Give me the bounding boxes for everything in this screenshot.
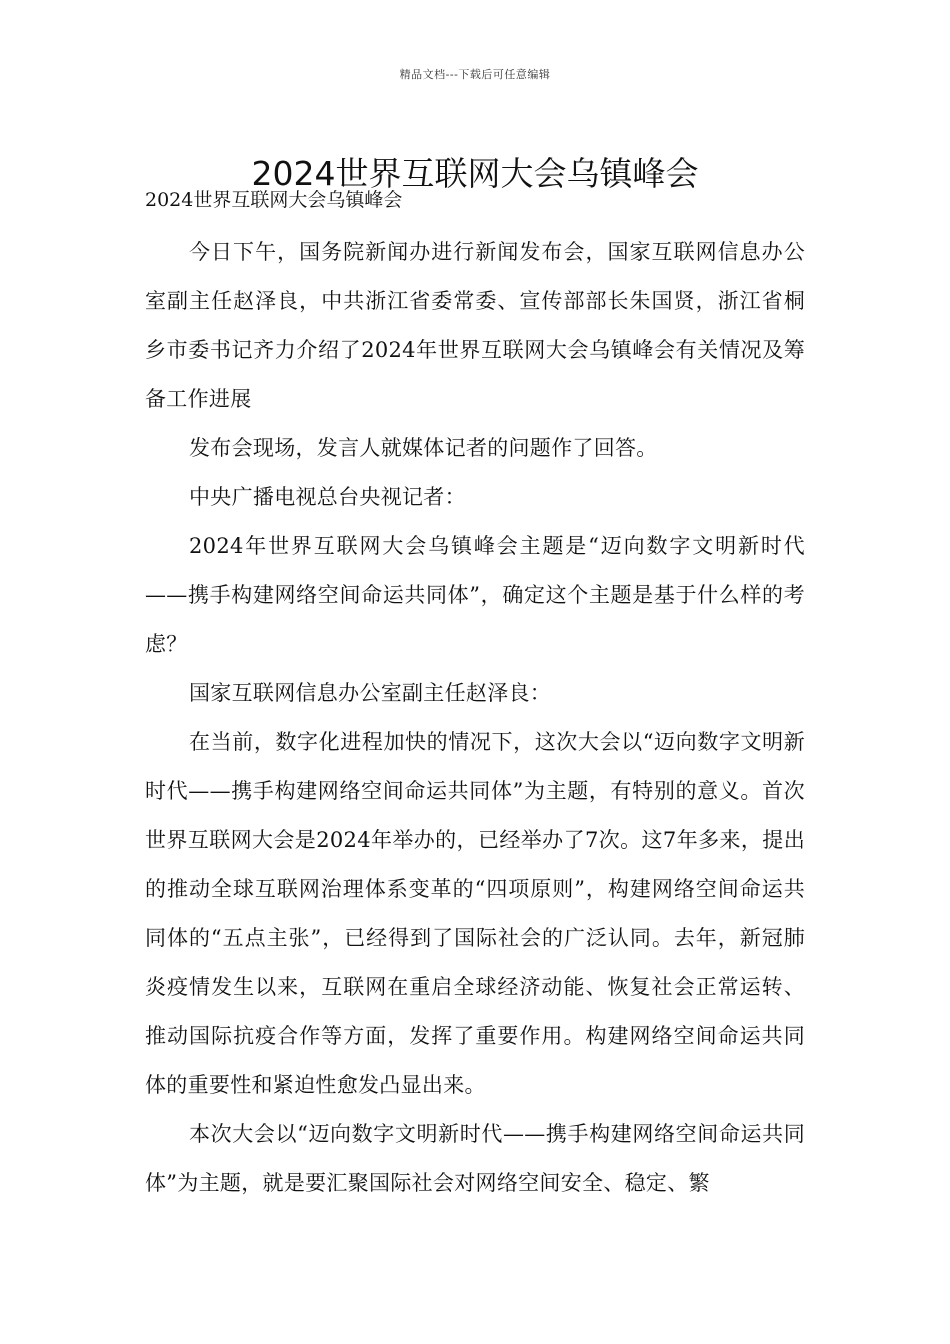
paragraph: 2024年世界互联网大会乌镇峰会主题是“迈向数字文明新时代——携手构建网络空间命运共同体”，确定这个主题是基于什么样的考虑？: [145, 534, 805, 656]
paragraph: 本次大会以“迈向数字文明新时代——携手构建网络空间命运共同体”为主题，就是要汇聚国际社会对网络空间安全、稳定、繁: [145, 1122, 805, 1195]
document-body: [145, 228, 805, 1208]
paragraph: 国家互联网信息办公室副主任赵泽良：: [189, 681, 552, 705]
document-subtitle: 2024世界互联网大会乌镇峰会: [145, 189, 403, 211]
paragraph: 在当前，数字化进程加快的情况下，这次大会以“迈向数字文明新时代——携手构建网络空间命运共同体”为主题，有特别的意义。首次世界互联网大会是2024年举办的，已经举办了7次。这7年多来，提出的推动全球互联网治理体系变革的“四项原则”，构建网络空间命运共同体的“五点主张”，已经得到了国际社会的广泛认同。去年，新冠肺炎疫情发生以来，互联网在重启全球经济动能、恢复社会正常运转、推动国际抗疫合作等方面，发挥了重要作用。构建网络空间命运共同体的重要性和紧迫性愈发凸显出来。: [145, 730, 805, 1097]
paragraph: 今日下午，国务院新闻办进行新闻发布会，国家互联网信息办公室副主任赵泽良，中共浙江省委常委、宣传部部长朱国贤，浙江省桐乡市委书记齐力介绍了2024年世界互联网大会乌镇峰会有关情况及筹备工作进展: [145, 240, 805, 411]
paragraph: 中央广播电视总台央视记者：: [189, 485, 466, 509]
header-note: 精品文档---下载后可任意编辑: [399, 68, 551, 81]
paragraph: 发布会现场，发言人就媒体记者的问题作了回答。: [189, 436, 658, 460]
document-title: 2024世界互联网大会乌镇峰会: [251, 154, 699, 194]
